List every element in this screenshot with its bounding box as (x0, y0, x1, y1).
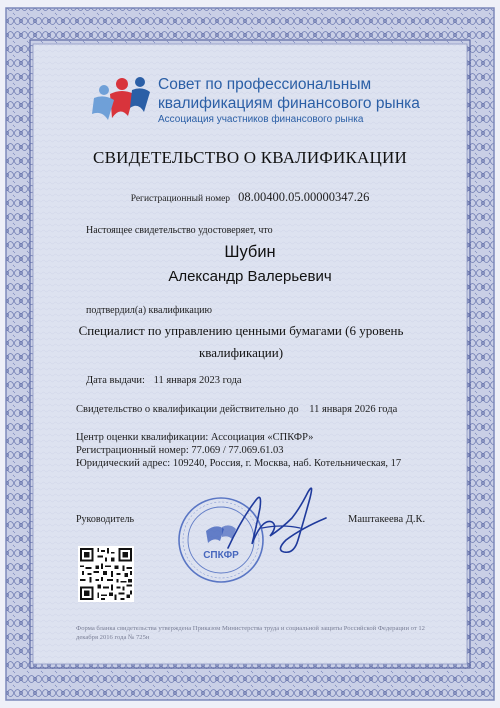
holder-surname: Шубин (224, 243, 276, 261)
confirmed-label: подтвердил(а) квалификацию (86, 305, 212, 316)
signatory-role: Руководитель (76, 514, 135, 525)
footer-note: Форма бланка свидетельства утверждена Приказом Министерства труда и социальной защиты Российской Федерации от 12 декабря 2016 года № 725н (76, 625, 425, 641)
issue-date-row (86, 375, 242, 386)
qualification-name: Специалист по управлению ценными бумагами (6 уровень квалификации) (78, 323, 404, 360)
validity-row (76, 404, 397, 415)
assessment-center-name: Центр оценки квалификации: Ассоциация «СПКФР» (76, 432, 314, 443)
issue-date-label: Дата выдачи: (86, 375, 145, 386)
qr-code-icon (78, 546, 134, 602)
intro-text: Настоящее свидетельство удостоверяет, что (86, 225, 273, 236)
council-name-line1: Совет по профессиональным (158, 76, 372, 93)
validity-date: 11 января 2026 года (309, 404, 398, 415)
signatory-name: Маштакеева Д.К. (348, 514, 426, 525)
certificate-title: СВИДЕТЕЛЬСТВО О КВАЛИФИКАЦИИ (93, 148, 407, 167)
issue-date: 11 января 2023 года (153, 375, 242, 386)
registration-number: 08.00400.05.00000347.26 (238, 190, 370, 204)
validity-label: Свидетельство о квалификации действительно до (76, 404, 299, 415)
stamp-label: СПКФР (203, 550, 239, 561)
holder-given-names: Александр Валерьевич (168, 268, 332, 285)
registration-row (0, 188, 500, 206)
assessment-center-registration: Регистрационный номер: 77.069 / 77.069.61.03 (76, 445, 284, 456)
registration-label: Регистрационный номер (130, 194, 231, 204)
association-name: Ассоциация участников финансового рынка (158, 114, 364, 125)
assessment-center-address: Юридический адрес: 109240, Россия, г. Москва, наб. Котельническая, 17 (76, 458, 402, 469)
handwritten-signature (222, 478, 342, 566)
council-name-line2: квалификациям финансового рынка (158, 95, 420, 112)
